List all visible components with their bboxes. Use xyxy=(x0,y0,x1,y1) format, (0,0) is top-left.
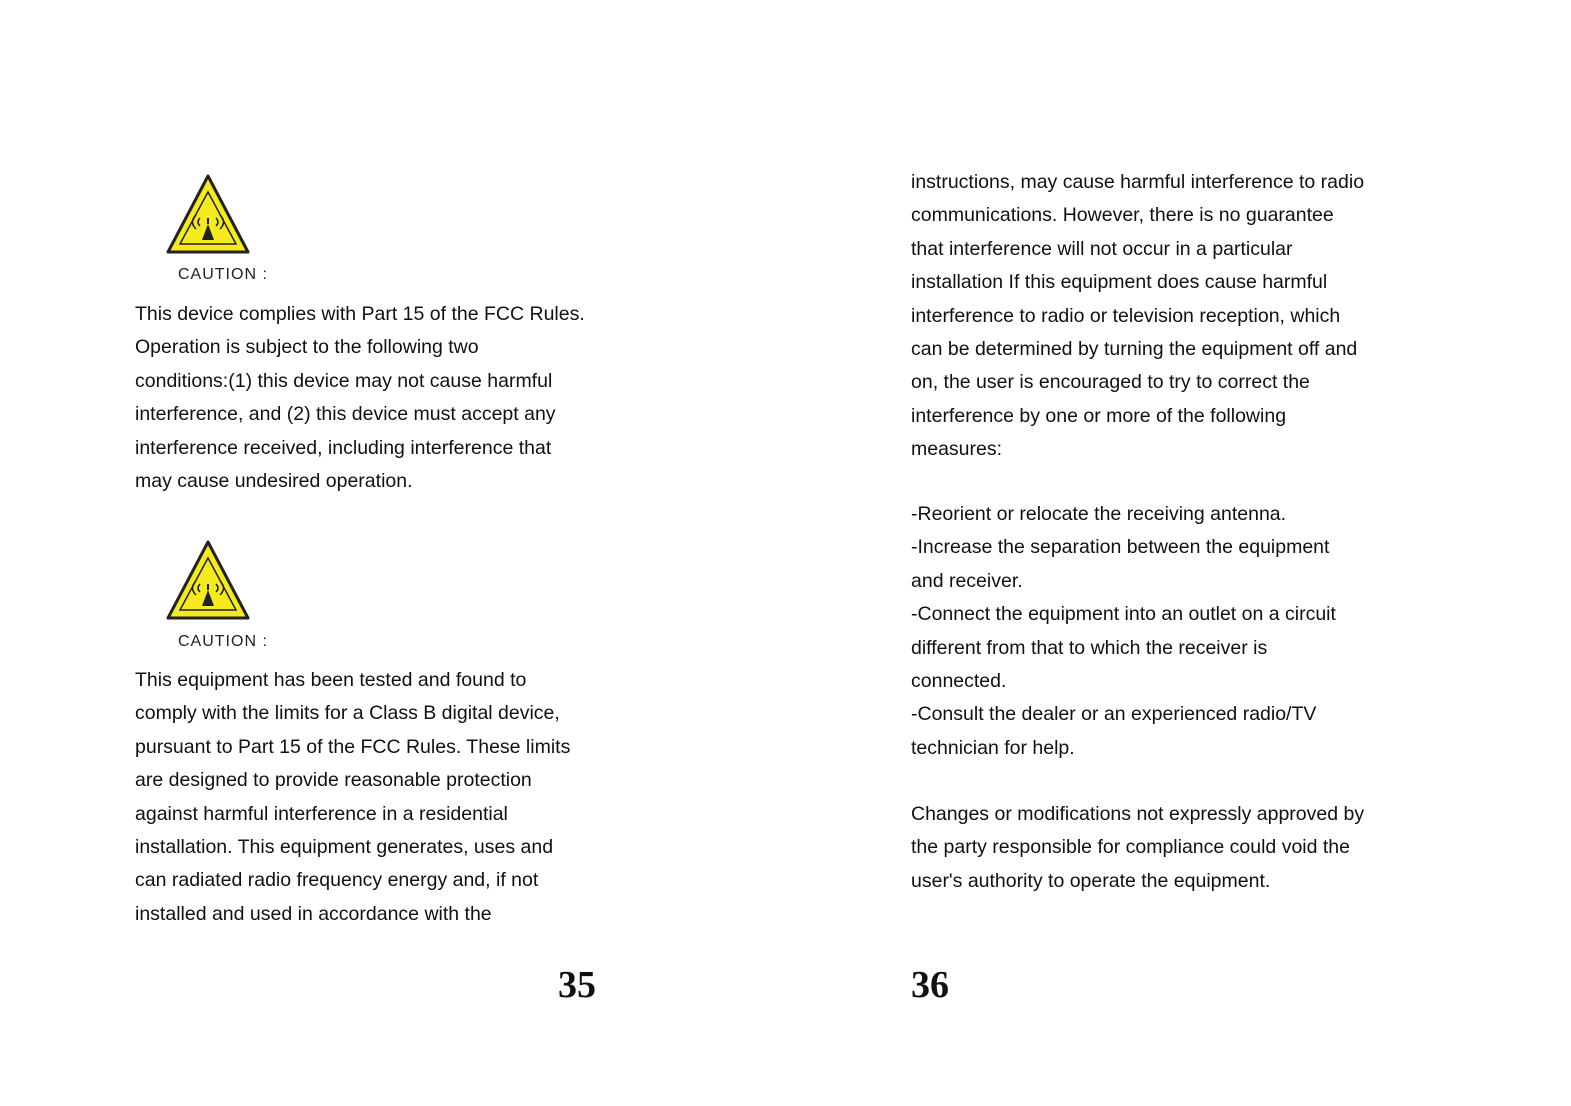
caution-label: CAUTION : xyxy=(178,266,268,283)
interference-continuation-text: instructions, may cause harmful interference to radio communications. However, there is no guarantee that interference will not occur in a particular installation If this equipment does cause harmful interference to radio or television reception, which can be determined by turning the equipment off and on, the user is encouraged to try to correct the interference by one or more of the following measures: xyxy=(911,171,1365,461)
page-number: 36 xyxy=(911,964,949,1006)
class-b-device-text: This equipment has been tested and found to comply with the limits for a Class B digital device, pursuant to Part 15 of the FCC Rules. These limits are designed to provide reasonable protection against harmful interference in a residential installation. This equipment generates, uses and can radiated radio frequency energy and, if not installed and used in accordance with the xyxy=(135,669,571,925)
page-number: 35 xyxy=(558,964,596,1006)
changes-notice-text: Changes or modifications not expressly approved by the party responsible for compliance could void the user's authority to operate the equipment. xyxy=(911,803,1365,892)
caution-label: CAUTION : xyxy=(178,633,268,650)
interference-measures-list: -Reorient or relocate the receiving antenna. -Increase the separation between the equipment and receiver. -Connect the equipment into an outlet on a circuit different from that to which the receiver is connected. -Consult the dealer or an experienced radio/TV technician for help. xyxy=(911,503,1336,759)
radio-wave-warning-icon xyxy=(166,538,250,622)
fcc-part15-compliance-text: This device complies with Part 15 of the FCC Rules. Operation is subject to the following two conditions:(1) this device may not cause harmful interference, and (2) this device must accept any interference received, including interference that may cause undesired operation. xyxy=(135,303,585,493)
right-page xyxy=(785,0,1571,1106)
left-page xyxy=(0,0,785,1106)
radio-wave-warning-icon xyxy=(166,172,250,256)
